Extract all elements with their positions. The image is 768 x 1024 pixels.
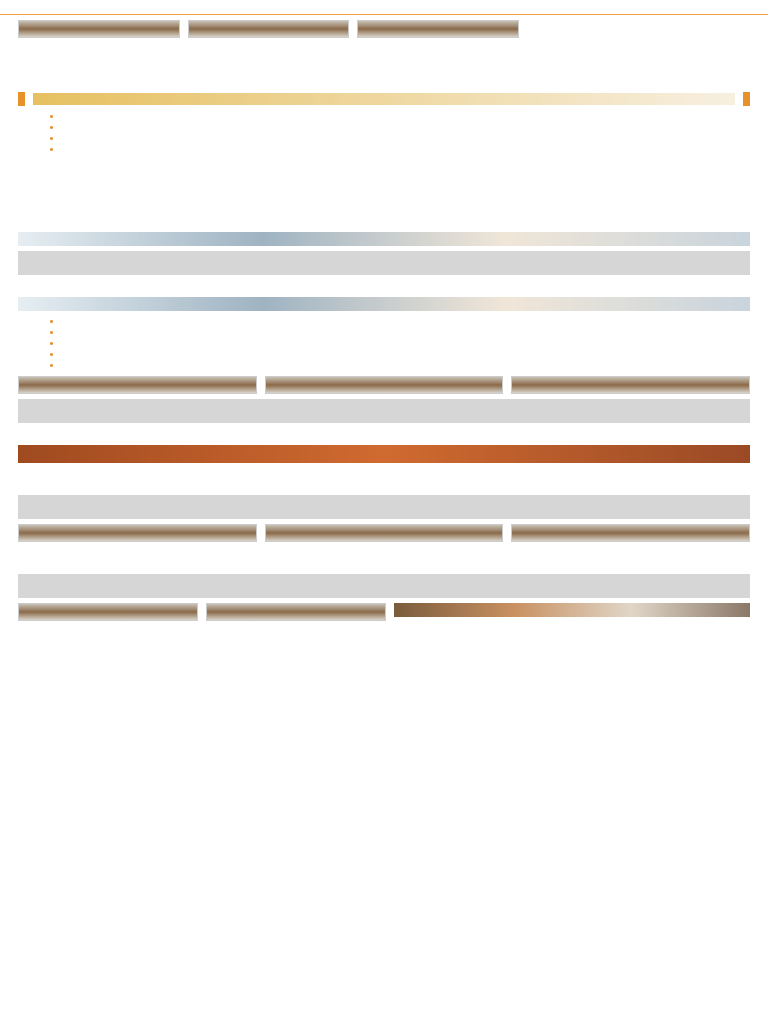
image-strip xyxy=(18,232,750,246)
header-thumbnail[interactable] xyxy=(188,20,350,38)
gallery-row xyxy=(18,524,750,542)
paragraph xyxy=(18,183,750,227)
list-item[interactable] xyxy=(62,338,750,349)
banner-edge xyxy=(743,92,750,106)
page-title xyxy=(527,20,750,38)
header-row xyxy=(18,20,750,38)
bullet-list xyxy=(18,111,750,155)
gallery-thumbnail[interactable] xyxy=(511,376,750,394)
top-nav xyxy=(0,0,768,15)
note-box xyxy=(18,574,750,598)
section-heading xyxy=(18,160,750,178)
image-strip xyxy=(394,603,750,617)
section-heading xyxy=(18,428,750,440)
list-item[interactable] xyxy=(62,111,750,122)
nav-item[interactable] xyxy=(80,4,102,10)
gallery-row xyxy=(18,603,750,621)
image-strip xyxy=(18,445,750,463)
gallery-thumbnail[interactable] xyxy=(206,603,386,621)
gallery-row xyxy=(18,376,750,394)
gallery-thumbnail[interactable] xyxy=(18,376,257,394)
list-item[interactable] xyxy=(62,349,750,360)
article xyxy=(18,20,750,626)
nav-item[interactable] xyxy=(44,4,66,10)
header-thumbnail[interactable] xyxy=(357,20,519,38)
paragraph xyxy=(18,468,750,490)
gallery-thumbnail[interactable] xyxy=(265,524,504,542)
gallery-thumbnail[interactable] xyxy=(265,376,504,394)
gallery-thumbnail[interactable] xyxy=(18,524,257,542)
list-item[interactable] xyxy=(62,133,750,144)
note-box xyxy=(18,251,750,275)
banner xyxy=(18,92,750,106)
section-heading xyxy=(18,280,750,292)
banner-edge xyxy=(18,92,25,106)
banner-image xyxy=(33,93,735,105)
nav-item[interactable] xyxy=(116,4,138,10)
list-item[interactable] xyxy=(62,327,750,338)
list-item[interactable] xyxy=(62,144,750,155)
gallery-thumbnail[interactable] xyxy=(18,603,198,621)
nav-item[interactable] xyxy=(152,4,174,10)
nav-item[interactable] xyxy=(8,4,30,10)
intro-paragraph xyxy=(18,43,750,87)
list-item[interactable] xyxy=(62,122,750,133)
list-item[interactable] xyxy=(62,360,750,371)
image-strip xyxy=(18,297,750,311)
nav-item[interactable] xyxy=(188,4,210,10)
footer-text[interactable] xyxy=(712,1012,752,1020)
header-thumbnail[interactable] xyxy=(18,20,180,38)
bullet-list xyxy=(18,316,750,371)
paragraph xyxy=(18,547,750,569)
list-item[interactable] xyxy=(62,316,750,327)
note-box xyxy=(18,399,750,423)
note-box xyxy=(18,495,750,519)
gallery-thumbnail[interactable] xyxy=(511,524,750,542)
